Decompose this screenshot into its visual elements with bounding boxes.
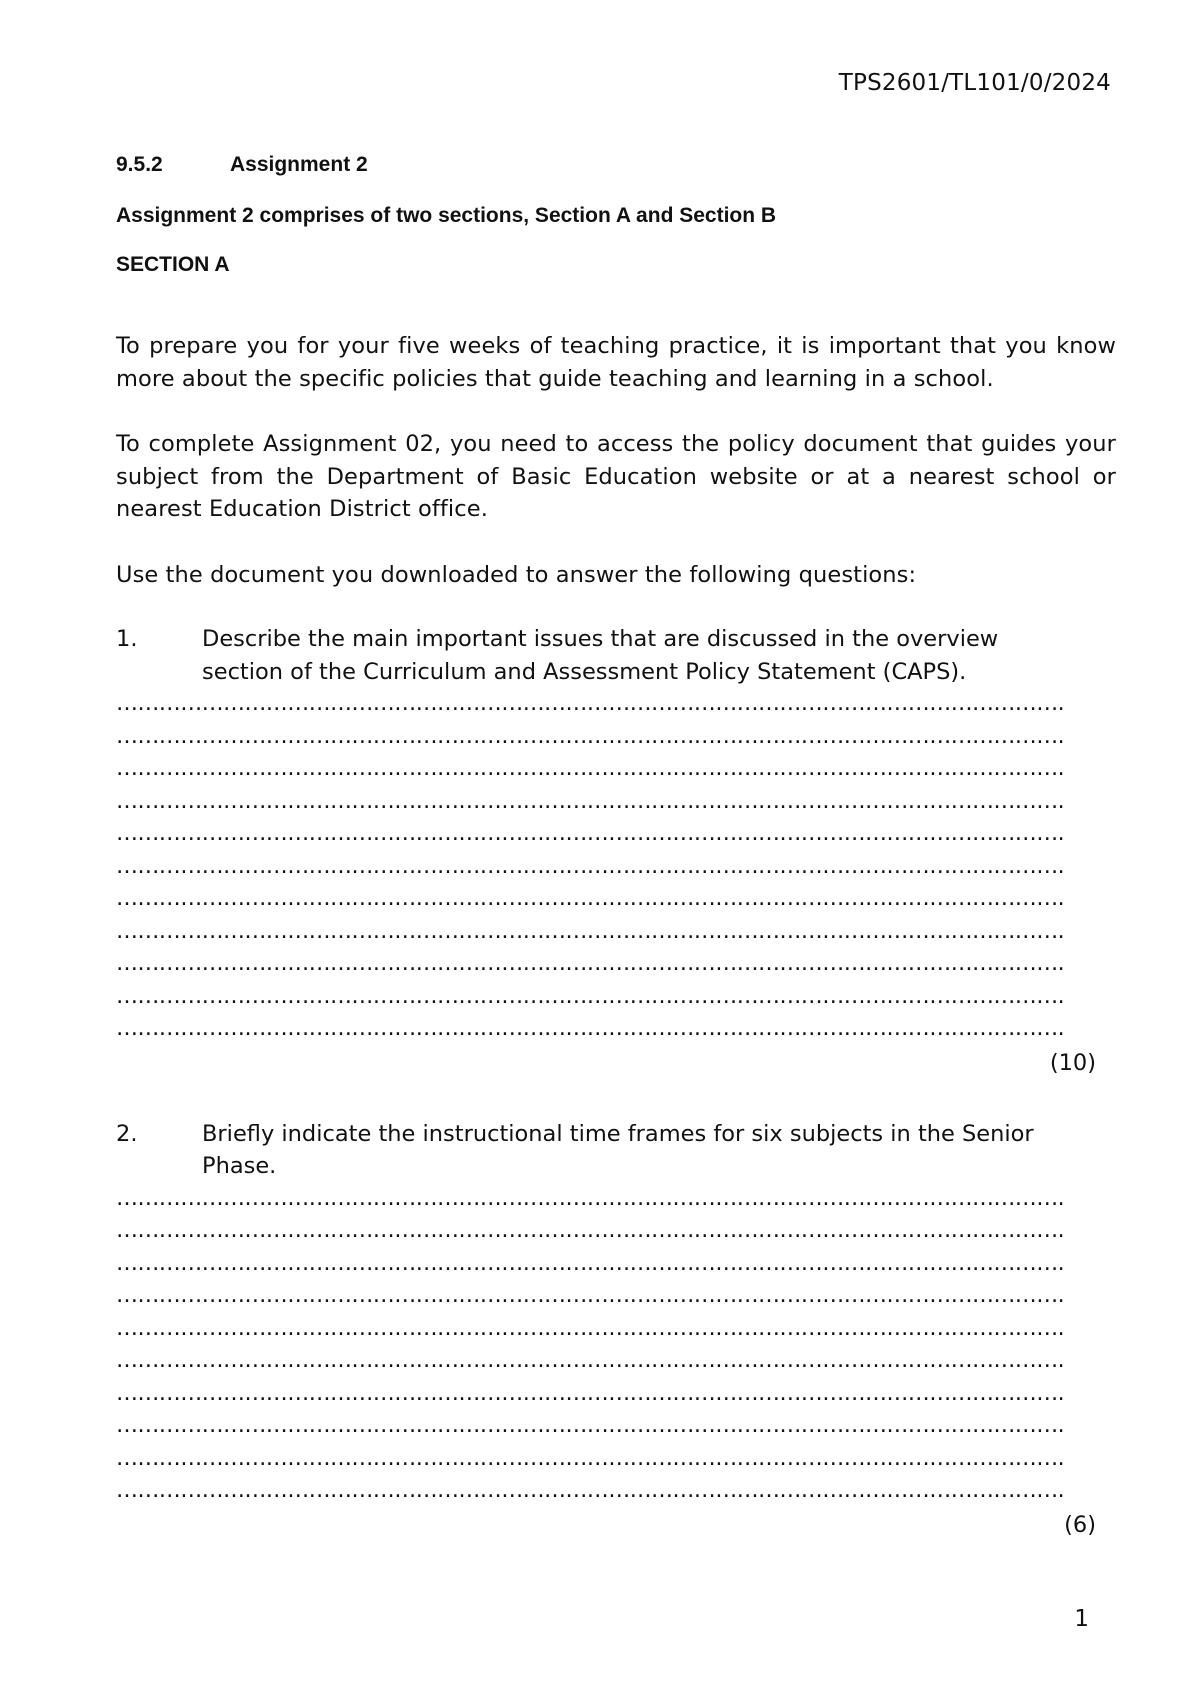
answer-line[interactable]: …………………………………………………………………………………………………………………….	[116, 918, 1064, 944]
marks-1: (10)	[1049, 1049, 1096, 1076]
document-code: TPS2601/TL101/0/2024	[838, 70, 1111, 96]
page-content	[116, 148, 1116, 1542]
section-number: 9.5.2	[116, 153, 163, 176]
paragraph: To prepare you for your five weeks of teaching practice, it is important that you know more about the specific policies that guide teaching and learning in a school.	[116, 333, 1116, 392]
answer-line[interactable]: …………………………………………………………………………………………………………………….	[116, 853, 1064, 879]
section-a-label: SECTION A	[116, 253, 230, 276]
answer-line[interactable]: …………………………………………………………………………………………………………………….	[116, 1016, 1064, 1041]
answer-line[interactable]: …………………………………………………………………………………………………………………….	[116, 1315, 1064, 1341]
answer-line[interactable]: …………………………………………………………………………………………………………………….	[116, 723, 1064, 749]
answer-line[interactable]: …………………………………………………………………………………………………………………….	[116, 1380, 1064, 1406]
answer-line[interactable]: …………………………………………………………………………………………………………………….	[116, 1283, 1064, 1308]
answer-line[interactable]: …………………………………………………………………………………………………………………….	[116, 788, 1064, 814]
answer-line[interactable]: …………………………………………………………………………………………………………………….	[116, 983, 1064, 1009]
answer-line[interactable]: …………………………………………………………………………………………………………………….	[116, 886, 1064, 911]
question-1	[116, 623, 1116, 688]
page-number: 1	[1074, 1606, 1089, 1632]
answer-line[interactable]: …………………………………………………………………………………………………………………….	[116, 1218, 1064, 1243]
paragraph: To complete Assignment 02, you need to access the policy document that guides your subject from the Department of Basic Education website or at a nearest school or nearest Education District office.	[116, 431, 1116, 522]
question-text: Describe the main important issues that are discussed in the overview section of the Curriculum and Assessment Policy Statement (CAPS).	[202, 626, 999, 685]
answer-line[interactable]: …………………………………………………………………………………………………………………….	[116, 1348, 1064, 1373]
intro-line: Assignment 2 comprises of two sections, Section A and Section B	[116, 204, 777, 227]
answer-line[interactable]: …………………………………………………………………………………………………………………….	[116, 821, 1064, 846]
answer-line[interactable]: …………………………………………………………………………………………………………………….	[116, 1478, 1064, 1503]
answer-line[interactable]: …………………………………………………………………………………………………………………….	[116, 1250, 1064, 1276]
answer-line[interactable]: …………………………………………………………………………………………………………………….	[116, 1445, 1064, 1471]
answer-line[interactable]: …………………………………………………………………………………………………………………….	[116, 951, 1064, 976]
paragraph: Use the document you downloaded to answer the following questions:	[116, 561, 917, 588]
question-number: 1.	[116, 626, 138, 652]
question-number: 2.	[116, 1120, 138, 1147]
answer-area-2[interactable]	[116, 1183, 1116, 1508]
answer-area-1[interactable]	[116, 688, 1116, 1046]
question-2	[116, 1118, 1116, 1183]
answer-line[interactable]: …………………………………………………………………………………………………………………….	[116, 756, 1064, 781]
answer-line[interactable]: …………………………………………………………………………………………………………………….	[116, 1413, 1064, 1438]
question-text: Briefly indicate the instructional time frames for six subjects in the Senior Phase.	[202, 1120, 1034, 1179]
section-title: Assignment 2	[230, 153, 368, 176]
answer-line[interactable]: …………………………………………………………………………………………………………………….	[116, 691, 1064, 716]
section-heading	[116, 148, 1116, 182]
marks-2: (6)	[1064, 1511, 1096, 1538]
answer-line[interactable]: …………………………………………………………………………………………………………………….	[116, 1185, 1064, 1211]
